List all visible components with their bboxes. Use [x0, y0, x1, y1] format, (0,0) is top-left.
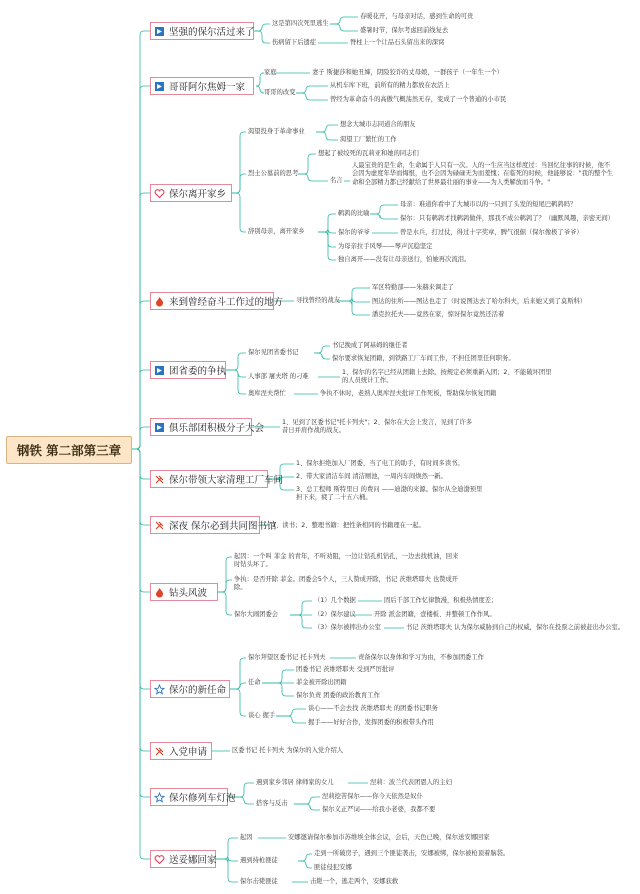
- node-b3-3b: 保尔的爷爷: [338, 229, 370, 236]
- node-b5-2: 人事部 屠夫塔 的刁难: [248, 373, 309, 380]
- node-b1-2: 伤病留下后遗症: [272, 39, 317, 46]
- connector: [314, 353, 330, 359]
- topic-4[interactable]: [150, 292, 284, 310]
- connector: [254, 24, 270, 31]
- heart-icon: [154, 854, 165, 865]
- topic-label: 坚强的保尔活过来了: [169, 27, 255, 38]
- topic-12[interactable]: [150, 788, 236, 806]
- flag-icon: [154, 365, 165, 376]
- connector: [294, 797, 320, 804]
- node-b13-1: 起因: [240, 834, 253, 841]
- topic-10[interactable]: [150, 680, 230, 698]
- tools-icon: [154, 520, 165, 531]
- node-b12-2b: 保尔义正严词——给我小老婆，我都不要: [322, 806, 436, 813]
- node-b5-3: 奥库涅夫帮忙: [248, 390, 286, 397]
- node-b12-2: 搭客与反击: [256, 800, 288, 807]
- connector: [290, 615, 312, 628]
- node-b13-3: 保尔击毙匪徒: [240, 878, 278, 885]
- topic-3[interactable]: [150, 184, 232, 202]
- connector: [226, 370, 246, 377]
- connector: [296, 86, 328, 93]
- node-b10-3b: 握手——好好合作，发挥团委的积极带头作用: [308, 719, 434, 726]
- node-b3-3d: 独自离开——没有让母亲送行，怕她再次流泪。: [338, 256, 471, 263]
- connector: [338, 288, 370, 301]
- connector: [276, 709, 306, 716]
- connector: [318, 232, 336, 260]
- connector: [256, 86, 264, 93]
- connector: [318, 232, 336, 247]
- topic-label: 保尔带领大家清理工厂车间: [169, 475, 284, 486]
- node-b3-3b1: 曾是水兵，打过仗，得过十字奖章，脾气很倔（保尔像极了爷爷）: [400, 229, 583, 236]
- topic-1[interactable]: [150, 22, 254, 40]
- node-b3-2: 烈士公墓前的思考: [248, 170, 299, 177]
- node-b2-2a: 从机车库下班，前所有的精力都放在农活上: [330, 82, 450, 89]
- connector: [262, 683, 294, 696]
- node-b9-1: 起因：一个叫 菲金 的青年，不听劝阻，一边让钻孔机钻孔，一边去找机油，回来时钻头坏了。: [234, 553, 459, 569]
- node-b7-1: 1、保尔拒绝加入厂团委，当了电工的助手，有时间多读书。: [296, 460, 464, 467]
- node-b1-1: 这是第四次死里逃生: [272, 20, 329, 27]
- tools-icon: [154, 474, 165, 485]
- node-b3-1: 渴望投身于革命事业: [248, 128, 305, 135]
- topic-13[interactable]: [150, 850, 216, 868]
- node-b2-2: 哥哥的改变: [264, 89, 296, 96]
- node-b5-1a: 书记挽成了阿基姆的继任者: [332, 342, 408, 349]
- node-b13-3a: 击毙一个，逃走两个，安娜获救: [310, 878, 399, 885]
- connector: [316, 125, 338, 132]
- connector: [330, 24, 358, 31]
- node-b9-3a: （1）几个数据: [314, 597, 356, 604]
- node-b3-2b: 名言: [330, 177, 343, 184]
- topic-label: 哥哥阿尔焦姆一家: [169, 82, 246, 93]
- topic-label: 入党申请: [169, 747, 208, 758]
- node-b13-2: 遇到持枪匪徒: [240, 857, 278, 864]
- connector: [230, 658, 246, 689]
- connector: [298, 174, 328, 181]
- node-b3-2a: 想起了被绞死的瓦莉亚和她的同志们: [318, 150, 419, 157]
- topic-9[interactable]: [150, 583, 218, 601]
- node-b12-1a: 涅莉：波兰代表团恩人的主妇: [370, 779, 452, 786]
- connector: [314, 346, 330, 353]
- node-b5-3a: 争执不休时，老熟人奥库涅夫批评工作死板，帮助保尔恢复团籍: [320, 390, 497, 397]
- node-b1-2a: 脊柱上一个让品石头留出来的深窝: [350, 39, 445, 46]
- connector: [226, 370, 246, 394]
- node-b7-3: 3、总工程师 斯特里日 的费问 ——迪渤的来源。保尔从全迪渤预里担下来，疲了二十五六桶。: [296, 486, 483, 502]
- node-b7-2: 2、带大家清洁车间 清洁厕池，一周内车间焕然一新。: [296, 473, 447, 480]
- node-b13-2b: 匪徒侵犯安娜: [314, 864, 352, 871]
- topic-label: 俱乐部团积极分子大会: [169, 423, 265, 434]
- connector: [256, 73, 264, 86]
- star-icon: [154, 792, 165, 803]
- connector: [290, 601, 312, 615]
- node-b10-3: 谈心 握手: [248, 712, 276, 719]
- heart-icon: [154, 188, 165, 199]
- connector: [130, 449, 150, 859]
- node-b9-3b: （2）保尔建议: [314, 611, 356, 618]
- connector: [338, 301, 370, 315]
- connector: [230, 689, 246, 716]
- flag-icon: [154, 26, 165, 37]
- node-b2-1a: 妻子 斯捷莎和她丑婶，阴险狡诈的丈母娘，一群孩子（一年生一个）: [312, 69, 503, 76]
- connector: [232, 174, 246, 193]
- connector: [226, 353, 246, 370]
- connector: [232, 193, 246, 232]
- topic-label: 送妥娜回家: [169, 855, 217, 866]
- connector: [298, 154, 316, 174]
- topic-7[interactable]: [150, 470, 284, 488]
- connector: [262, 670, 294, 683]
- node-b9-3b1: 开除 派金团籍，壹楼板、并整顿工作作风。: [374, 611, 496, 618]
- node-b12-1: 遇到家乡邻居 律师家的女儿: [256, 779, 334, 786]
- node-b3-3c: 为母亲拉手风琴——琴声沉稳坚定: [338, 243, 433, 250]
- node-b4-1c: 潘克拉托夫——竟然在家，惊讶保尔竟然还活着: [372, 311, 505, 318]
- node-b3-3a2: 保尔：只有鹌鹑才找鹌鹑做伴，那我不成公鹌鹑了？（幽默风趣，亲密无间）: [400, 215, 615, 222]
- connector: [218, 580, 232, 592]
- node-b3-3: 辞别母亲，离开家乡: [248, 228, 305, 235]
- connector: [298, 861, 312, 868]
- node-b10-1a: 责备保尔以身体和学习为由，不参加团委工作: [358, 654, 484, 661]
- connector: [254, 31, 270, 43]
- node-b13-1a: 安娜邀请保尔参加市苏维埃全体会议，会后，天色已晚，保尔送安娜回家: [288, 834, 490, 841]
- connector: [370, 205, 398, 214]
- connector: [218, 592, 232, 615]
- node-b9-3c: （3）保尔被摔出办公室: [314, 624, 381, 631]
- node-b11-1: 区委书记 托卡列夫 为保尔的入党介绍人: [232, 747, 344, 754]
- node-b2-2b: 曾经为革命奋斗的高傲气概荡然无存，变成了一个普通的小市民: [330, 96, 507, 103]
- connector: [218, 557, 232, 592]
- tools-icon: [154, 746, 165, 757]
- connector: [230, 683, 246, 689]
- node-b10-3a: 谈心——不会去找 茨维塔耶夫 的团委书记职务: [308, 705, 438, 712]
- node-b5-1b: 保尔要求恢复团籍，到铁路工厂车间工作，不担任团里任何职务。: [332, 355, 515, 362]
- node-b5-1: 保尔见团省委书记: [248, 349, 299, 356]
- connector: [298, 854, 312, 861]
- node-b4-1b: 图达的住所——图达也走了（时说图达去了哈尔科夫，后来她又到了莫斯科）: [372, 298, 587, 305]
- node-b13-2a: 走到一所破房子，遇到三个匪徒袭击，安娜被绑，保尔被枪顶着脑袋。: [314, 850, 510, 857]
- node-b2-1: 家庭: [264, 69, 277, 76]
- topic-label: 保尔离开家乡: [169, 189, 227, 200]
- node-b10-2: 任命: [248, 679, 261, 686]
- star-icon: [154, 684, 165, 695]
- connector: [130, 427, 150, 449]
- connector: [216, 838, 238, 859]
- node-b3-1b: 渴望工厂繁忙的工作: [340, 136, 397, 143]
- node-b4-1a: 军区特勤部——朱赫来调走了: [372, 284, 454, 291]
- node-b9-3: 保尔大闹团委会: [234, 611, 279, 618]
- node-b3-1a: 想念大城市志同道合的朋友: [340, 121, 416, 128]
- connector: [296, 93, 328, 100]
- connector: [370, 214, 398, 219]
- node-b4-1: 寻找曾经的战友: [296, 297, 341, 304]
- topic-5[interactable]: [150, 361, 226, 379]
- topic-8[interactable]: [150, 516, 277, 534]
- topic-label: 保尔修列车灯泡: [169, 793, 236, 804]
- flag-icon: [154, 422, 165, 433]
- node-b8-1: 1、读书；2、整理书籍：把性条相同的书籍理在一起。: [272, 522, 425, 529]
- topic-label: 深夜 保尔必到共同图书馆: [169, 521, 277, 532]
- node-b9-3c1: 书记 茨维塔耶夫 认为保尔威胁到自己的权威，保尔在投票之前被赶出办公室。: [406, 624, 625, 631]
- node-b1-1a: 春暖花开，与母亲对话，感到生命的可贵: [360, 13, 474, 20]
- connector: [330, 17, 358, 24]
- node-b5-2a: 1、保尔的名字已经从团籍上去除。按规定必须重新入团；2、不能破坏团里的人员统计工作。: [342, 369, 552, 385]
- connector: [232, 132, 246, 193]
- node-b3-3a1: 母亲：难道你看中了大城市以的一只到了头发的短尾巴鹌鹑吗？: [400, 201, 577, 208]
- node-b9-3a1: 固后千部工作忆律散漫，积极热情度差；: [384, 597, 498, 604]
- connector: [338, 298, 370, 305]
- node-b3-3a: 鹌鹑的比喻: [338, 210, 370, 217]
- flag-icon: [154, 81, 165, 92]
- root-topic[interactable]: 钢铁 第二部第三章: [6, 436, 132, 464]
- connector: [318, 214, 336, 232]
- connector: [294, 804, 320, 810]
- node-b10-2c: 保尔负责 团委的政治教育工作: [296, 692, 380, 699]
- node-b10-2a: 团委书记 茨维塔耶夫 受到严厉批评: [296, 666, 395, 673]
- topic-6[interactable]: [150, 418, 265, 436]
- connector: [276, 716, 306, 723]
- fire-icon: [154, 296, 165, 307]
- topic-label: 团省委的争执: [169, 366, 227, 377]
- node-b6-1: 1、见到了区委书记"托卡列夫"；2、保尔在大会上发言，见到了许多昔日并肩作战的战友。: [282, 419, 473, 435]
- node-b3-2c: 人最宝贵的是生命，生命属于人只有一次。人的一生应当这样度过：当回忆往事的时候，他不会因为虚度年华而悔恨，也不会因为碌碌无为而羞愧；在临死的时候，他能够说："我的整个生命和全部精力都已经献给了世界最壮丽的事业——为人类解放而斗争。": [352, 162, 614, 186]
- fire-icon: [154, 587, 165, 598]
- node-b1-1b: 盛暑时节，保尔考虑回前线复去: [360, 27, 449, 34]
- node-b9-2: 争执：是否开除 菲金。团委会5个人，三人赞成开除，书记 茨维塔耶夫 也赞成开除。: [234, 576, 459, 592]
- topic-label: 钻头风波: [169, 588, 208, 599]
- node-b10-2b: 菲金被开除出团籍: [296, 679, 347, 686]
- topic-11[interactable]: [150, 742, 212, 760]
- topic-2[interactable]: [150, 77, 254, 95]
- node-b10-1: 保尔拜望区委书记 托卡列夫: [248, 654, 326, 661]
- connector: [216, 859, 238, 882]
- topic-label: 来到曾经奋斗工作过的地方: [169, 297, 284, 308]
- connector: [316, 132, 338, 140]
- topic-label: 保尔的新任命: [169, 685, 227, 696]
- node-b12-2a: 涅莉挖苦保尔——你今天依然是奴仆: [322, 793, 423, 800]
